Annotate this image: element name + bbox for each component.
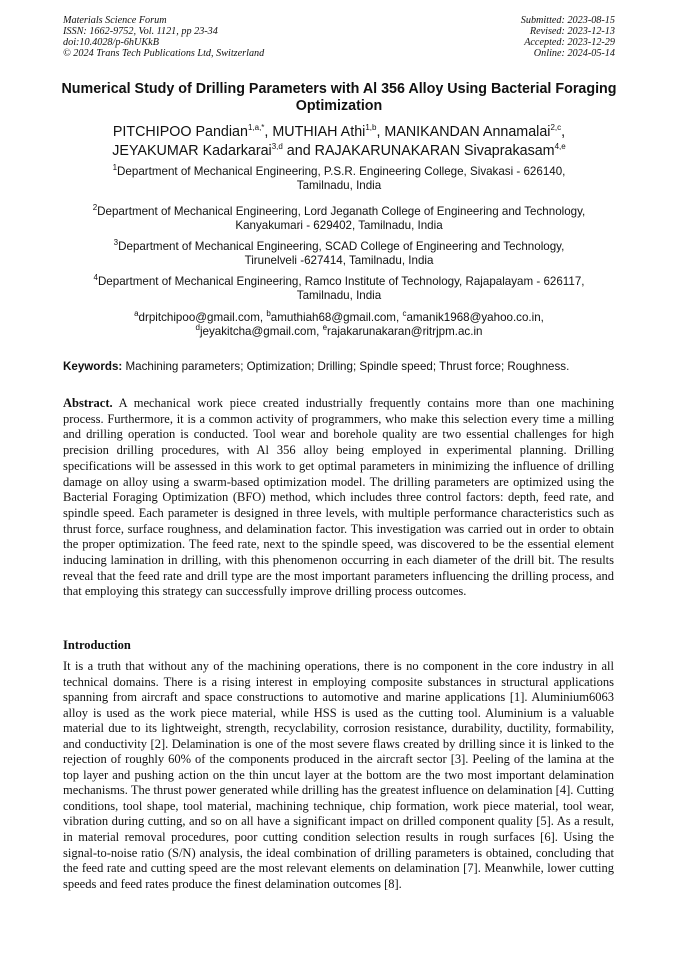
email-separator: , bbox=[259, 311, 267, 324]
author-name: PITCHIPOO Pandian bbox=[112, 124, 248, 140]
email-marker: d bbox=[195, 323, 200, 333]
email-marker: c bbox=[402, 309, 407, 319]
online-date: Online: 2024-05-14 bbox=[533, 47, 615, 59]
email-link[interactable]: jeyakitcha@gmail.com bbox=[199, 325, 317, 338]
affiliation-number: 1 bbox=[112, 163, 118, 173]
author-name: RAJAKARUNAKARAN Sivaprakasam bbox=[314, 143, 555, 159]
email-link[interactable]: rajakarunakaran@ritrjpm.ac.in bbox=[327, 325, 483, 338]
abstract-label: Abstract. bbox=[63, 396, 113, 410]
author-affiliation-marker: 2,c bbox=[550, 123, 562, 133]
revised-date: Revised: 2023-12-13 bbox=[529, 25, 615, 37]
affiliation-2 bbox=[45, 205, 633, 233]
affiliation-3 bbox=[45, 240, 633, 268]
paper-title: Numerical Study of Drilling Parameters with Al 356 Alloy Using Bacterial Foraging Optimization bbox=[61, 81, 617, 114]
author-separator: , bbox=[376, 124, 385, 140]
abstract-text: A mechanical work piece created industrially frequently contains more than one machining process. Furthermore, it is a common activity of programmers, who make this selection every time a milling and drilling operation is conducted. Tool wear and borehole quality are two essential challenges for high precision drilling procedures, with Al 356 alloy being employed in experimental planning. Drilling specifications will be assessed in this work to get optimal parameters in minimizing the influence of drilling damage on alloy using a swarm-based optimization model. The drilling parameters are optimized using the Bacterial Foraging Optimization (BFO) method, which includes three control factors: depth, feed rate, and spindle speed. Each parameter is designed in three levels, with multiple performance characteristics such as thrust force, surface roughness, and delamination factor. This investigation was carried out in order to obtain the proper optimization. The feed rate, next to the spindle speed, was discovered to be the essential element inducing lamination in drilling, with this phenomenon occurring in each diameter of the drill bit. The results reveal that the feed rate and drill type are the most important parameters influencing the drilling process, and that employing this strategy can successfully improve drilling process outcomes. bbox=[63, 396, 614, 599]
affiliation-number: 3 bbox=[113, 238, 119, 248]
submission-dates bbox=[395, 16, 615, 60]
author-name: JEYAKUMAR Kadarkarai bbox=[112, 143, 272, 159]
author-separator: and bbox=[282, 143, 315, 159]
author-affiliation-marker: 4,e bbox=[554, 142, 566, 152]
affiliation-line: Kanyakumari - 629402, Tamilnadu, India bbox=[235, 219, 443, 232]
email-link[interactable]: amuthiah68@gmail.com bbox=[270, 311, 396, 324]
affiliation-line: Tamilnadu, India bbox=[296, 289, 382, 302]
author-affiliation-marker: 1,b bbox=[365, 123, 377, 133]
email-link[interactable]: drpitchipoo@gmail.com bbox=[138, 311, 260, 324]
affiliation-1 bbox=[45, 165, 633, 193]
abstract bbox=[63, 396, 614, 600]
email-link[interactable]: amanik1968@yahoo.co.in bbox=[406, 311, 541, 324]
introduction-heading: Introduction bbox=[63, 638, 131, 652]
author-affiliation-marker: 1,a,* bbox=[247, 123, 265, 133]
email-marker: b bbox=[266, 309, 271, 319]
affiliation-line: Tamilnadu, India bbox=[296, 179, 382, 192]
author-separator: , bbox=[561, 124, 566, 140]
email-separator: , bbox=[316, 325, 323, 338]
affiliation-line: Department of Mechanical Engineering, Lord Jeganath College of Engineering and Technology, bbox=[97, 205, 586, 218]
author-name: MANIKANDAN Annamalai bbox=[384, 124, 551, 140]
affiliation-number: 2 bbox=[92, 203, 98, 213]
affiliation-line: Tirunelveli -627414, Tamilnadu, India bbox=[244, 254, 434, 267]
author-affiliation-marker: 3,d bbox=[271, 142, 283, 152]
keywords-text: Machining parameters; Optimization; Drilling; Spindle speed; Thrust force; Roughness. bbox=[122, 360, 570, 373]
journal-name: Materials Science Forum bbox=[63, 15, 167, 26]
email-separator: , bbox=[540, 311, 544, 324]
submitted-date: Submitted: 2023-08-15 bbox=[520, 15, 615, 26]
author-name: MUTHIAH Athi bbox=[272, 124, 366, 140]
introduction-paragraph: It is a truth that without any of the machining operations, there is no component in the core industry in all technical domains. There is a rising interest in employing composite substances in structural applications spanning from aircraft and space constructions to automotive and marine applications [1]. Aluminium6063 alloy is used as the work piece material, while HSS is used as the cutting tool. Aluminium is a valuable material due to its lightweight, strength, recyclability, corrosion resistance, durability, ductility, formability, and conductivity [2]. Delamination is one of the most severe flaws created by drilling since it is linked to the rejection of roughly 60% of the components produced in the aircraft sector [3]. Peeling of the lamina at the top layer and pushing action on the thin uncut layer at the bottom are the two most important delamination mechanisms. The thrust power generated while drilling has the greatest influence on delamination [4]. Cutting conditions, tool shape, tool material, machining technique, chip formation, work piece material, tool wear, vibration during cutting, and so on all have a significant impact on drilled component quality [5]. As a result, in material removal procedures, poor cutting condition selection results in rough surfaces [6]. Using the signal-to-noise ratio (S/N) analysis, the ideal combination of drilling parameters is obtained, concluding that the feed rate and cutting speed are the most relevant elements on delamination [7]. Meanwhile, lower cutting speeds and feed rates produce the finest delamination outcomes [8]. bbox=[63, 659, 615, 891]
email-marker: e bbox=[322, 323, 328, 333]
author-emails bbox=[45, 311, 633, 339]
email-marker: a bbox=[134, 309, 139, 319]
affiliation-line: Department of Mechanical Engineering, P.S.R. Engineering College, Sivakasi - 626140, bbox=[117, 165, 566, 178]
affiliation-line: Department of Mechanical Engineering, Ramco Institute of Technology, Rajapalayam - 626117, bbox=[97, 275, 585, 288]
affiliation-number: 4 bbox=[93, 273, 98, 283]
affiliation-4 bbox=[45, 275, 633, 303]
affiliation-line: Department of Mechanical Engineering, SCAD College of Engineering and Technology, bbox=[118, 240, 565, 253]
author-list bbox=[40, 123, 638, 161]
journal-info bbox=[63, 16, 393, 60]
keywords-label: Keywords: bbox=[63, 360, 123, 373]
accepted-date: Accepted: 2023-12-29 bbox=[524, 36, 615, 48]
issn-line: ISSN: 1662-9752, Vol. 1121, pp 23-34 bbox=[63, 25, 218, 37]
copyright-line: © 2024 Trans Tech Publications Ltd, Switzerland bbox=[63, 47, 265, 59]
email-separator: , bbox=[395, 311, 403, 324]
doi-line[interactable]: doi:10.4028/p-6hUKkB bbox=[63, 36, 159, 48]
author-separator: , bbox=[264, 124, 273, 140]
keywords bbox=[63, 360, 623, 374]
